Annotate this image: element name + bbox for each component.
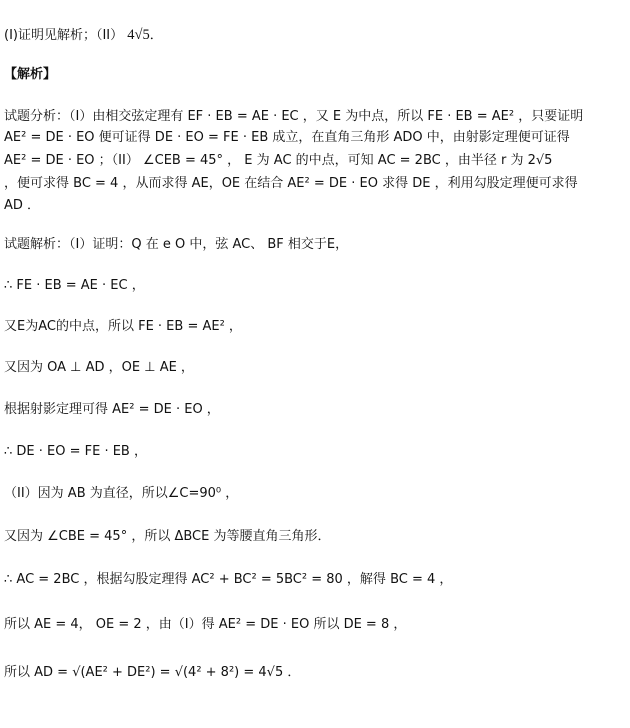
analysis-line-5: AD ． [4,198,41,213]
solution-line-8: 又因为 ∠CBE = 45° ，所以 ΔBCE 为等腰直角三角形． [4,529,331,544]
section-title: 【解析】 [4,67,57,82]
answer-end: ． [149,28,163,43]
solution-line-7: （II）因为 AB 为直径，所以∠C=90⁰ ， [4,486,239,501]
answer-line [4,26,624,45]
analysis-line-3: AE² = DE · EO ；（II） ∠CEB = 45° ， E 为 AC 的中点，可知 AC = 2BC ，由半径 r 为 2√5 [4,153,553,168]
solution-line-5: 根据射影定理可得 AE² = DE · EO ， [4,402,220,417]
solution-line-10: 所以 AE = 4， OE = 2 ，由（I）得 AE² = DE · EO 所以 DE = 8 ， [4,617,407,632]
solution-line-4: 又因为 OA ⊥ AD ，OE ⊥ AE ， [4,360,194,375]
analysis-line-2: AE² = DE · EO 便可证得 DE · EO = FE · EB 成立，在直角三角形 ADO 中，由射影定理便可证得 [4,130,570,145]
solution-line-6: ∴ DE · EO = FE · EB ， [4,444,147,459]
solution-line-9: ∴ AC = 2BC ，根据勾股定理得 AC² + BC² = 5BC² = 80 ，解得 BC = 4 ， [4,572,453,587]
solution-line-3: 又E为AC的中点，所以 FE · EB = AE² ， [4,319,242,334]
solution-line-2: ∴ FE · EB = AE · EC ， [4,278,145,293]
answer-part1: (I)证明见解析；（II） [4,28,128,43]
analysis-line-1: 试题分析：（I）由相交弦定理有 EF · EB = AE · EC ，又 E 为中点，所以 FE · EB = AE² ，只要证明 [4,109,584,124]
solution-line-11: 所以 AD = √(AE² + DE²) = √(4² + 8²) = 4√5 ． [4,665,301,680]
solution-line-1: 试题解析：（I）证明：Q 在 e O 中，弦 AC、 BF 相交于E， [4,237,349,252]
analysis-line-4: ，便可求得 BC = 4 ，从而求得 AE，OE 在结合 AE² = DE · EO 求得 DE ，利用勾股定理便可求得 [4,176,578,191]
answer-value: 4√5 [127,27,150,43]
